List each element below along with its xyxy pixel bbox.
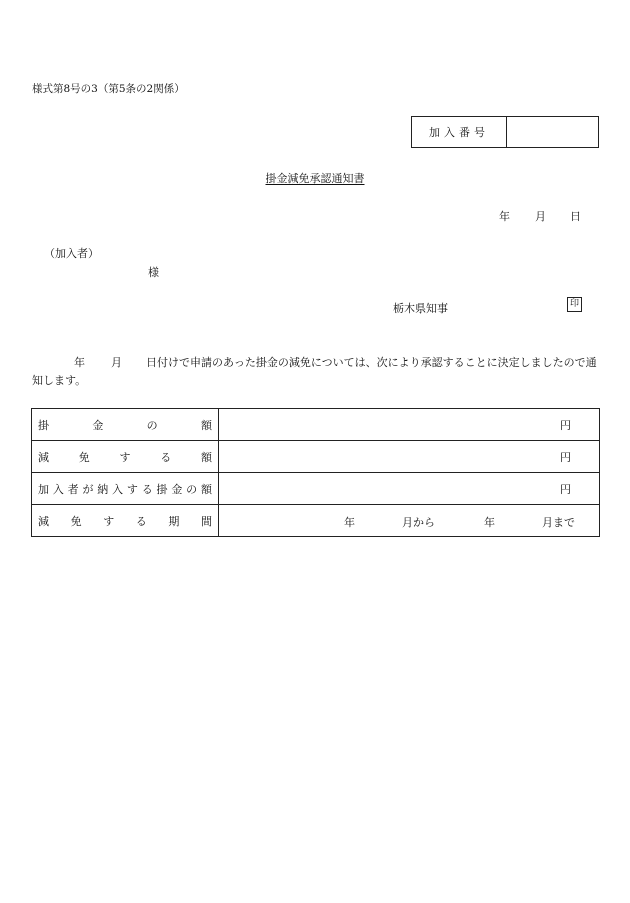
- label-char: す: [119, 450, 131, 464]
- label-char: 納: [97, 482, 109, 496]
- row-value-unit[interactable]: 円: [219, 441, 600, 473]
- period-end-month: 月まで: [542, 516, 575, 529]
- label-char: 金: [171, 482, 183, 496]
- spread-label: [38, 449, 218, 465]
- label-char: 掛: [156, 482, 168, 496]
- label-char: 入: [112, 482, 124, 496]
- label-char: 額: [200, 482, 212, 496]
- issuer-name: 栃木県知事: [393, 302, 448, 315]
- recipient-label: （加入者）: [44, 247, 99, 260]
- document-title: 掛金減免承認通知書: [265, 172, 365, 185]
- label-char: る: [135, 514, 147, 528]
- label-char: す: [126, 482, 138, 496]
- body-month: 月: [111, 356, 122, 369]
- date-day: 日: [570, 210, 581, 223]
- label-char: 額: [200, 418, 212, 432]
- row-value-unit[interactable]: 円: [219, 473, 600, 505]
- table-row: [32, 505, 600, 537]
- row-value-unit[interactable]: 円: [219, 409, 600, 441]
- period-start-month: 月から: [402, 516, 435, 529]
- document-title-wrap: [0, 170, 630, 186]
- recipient-honorific: 様: [148, 266, 159, 279]
- label-char: 減: [38, 514, 49, 528]
- table-row: [32, 473, 600, 505]
- membership-number-box: [411, 116, 599, 148]
- label-char: 期: [168, 514, 180, 528]
- label-char: 間: [200, 514, 212, 528]
- seal-mark: 印: [567, 297, 582, 312]
- date-month: 月: [535, 210, 546, 223]
- label-char: る: [160, 450, 172, 464]
- date-year: 年: [499, 210, 510, 223]
- period-end-year: 年: [484, 516, 495, 529]
- form-number: 様式第8号の3（第5条の2関係）: [32, 83, 185, 95]
- body-paragraph: [32, 354, 600, 390]
- label-char: 者: [67, 482, 79, 496]
- spread-label: [38, 513, 218, 529]
- membership-number-field[interactable]: [507, 117, 598, 147]
- body-year: 年: [74, 356, 85, 369]
- label-char: が: [82, 482, 94, 496]
- label-char: 加: [38, 482, 49, 496]
- spread-label: [38, 417, 218, 433]
- label-char: 減: [38, 450, 49, 464]
- period-value[interactable]: [219, 505, 600, 537]
- label-char: す: [103, 514, 115, 528]
- label-char: る: [141, 482, 153, 496]
- label-char: 免: [78, 450, 90, 464]
- membership-number-label: 加入番号: [412, 117, 507, 147]
- label-char: 額: [201, 450, 212, 464]
- table-row: [32, 441, 600, 473]
- row-label: [32, 505, 219, 537]
- row-label: [32, 473, 219, 505]
- label-char: 金: [92, 418, 104, 432]
- body-text: 日付けで申請のあった掛金の減免については、次により承認することに決定しましたので通知します。: [32, 356, 597, 387]
- row-label: [32, 409, 219, 441]
- label-char: 掛: [38, 418, 49, 432]
- row-label: [32, 441, 219, 473]
- period-start-year: 年: [344, 516, 355, 529]
- details-table: [31, 408, 600, 537]
- label-char: 免: [70, 514, 82, 528]
- label-char: の: [146, 418, 158, 432]
- label-char: 入: [52, 482, 64, 496]
- label-char: の: [186, 482, 198, 496]
- table-row: [32, 409, 600, 441]
- spread-label: [38, 481, 218, 497]
